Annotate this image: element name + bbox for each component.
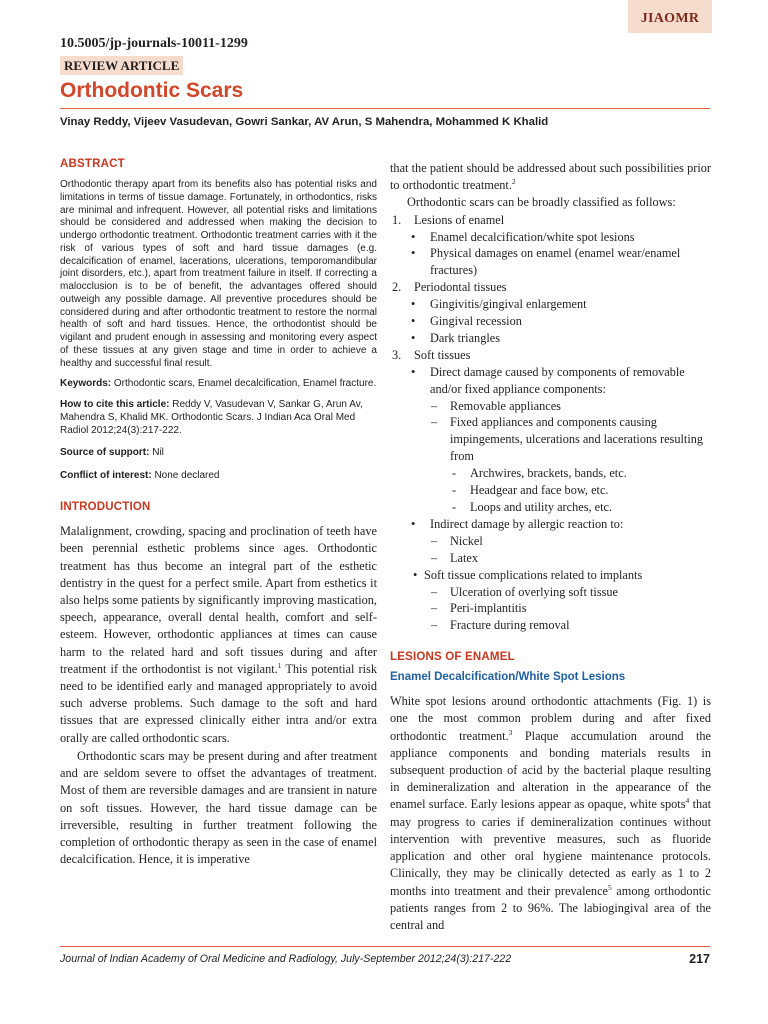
classification-item [390,414,711,465]
introduction-heading: INTRODUCTION [60,501,151,514]
list-item-text: Nickel [450,533,483,548]
list-marker: • [411,330,416,345]
keywords: Keywords: Orthodontic scars, Enamel decalcification, Enamel fracture. [60,378,377,390]
classification-item [390,584,711,601]
classification-item [390,600,711,617]
list-marker: • [411,297,416,312]
list-marker: - [452,466,457,481]
classification-item [390,313,711,330]
list-item-text: Ulceration of overlying soft tissue [450,584,619,599]
classification-item [390,245,711,279]
citation: How to cite this article: Reddy V, Vasudevan V, Sankar G, Arun Av, Mahendra S, Khalid MK. Orthodontic Scars. J Indian Aca Oral Med Radiol 2012;24(3):217-222. [60,399,363,437]
source-of-support: Source of support: Nil [60,447,164,459]
list-marker: – [431,618,438,633]
page-number: 217 [689,952,710,966]
journal-tag: JIAOMR [628,0,712,33]
footer-divider [60,946,710,947]
right-column [390,160,711,934]
introduction-paragraph-4: Orthodontic scars can be broadly classified as follows: [407,195,676,210]
list-marker: – [431,415,438,430]
list-item-text: Removable appliances [450,398,561,413]
list-marker: – [431,398,438,413]
list-marker: - [452,500,457,515]
list-item-text: Archwires, brackets, bands, etc. [470,466,627,481]
classification-item [390,212,711,229]
doi: 10.5005/jp-journals-10011-1299 [60,36,248,51]
classification-item [390,516,711,533]
introduction-paragraph-2: Orthodontic scars may be present during and after treatment and are seldom severe to offset the advantages of treatment. Most of them are reversible damages and are transient in nature on soft tissues. However, the hard tissue damage can be irreversible, resulting in further treatment following the completion of orthodontic therapy as seen in the case of enamel decalcification. Hence, it is imperative [60,748,377,867]
list-marker: 2. [392,280,402,295]
list-item-text: Fracture during removal [450,618,570,633]
list-marker: – [431,533,438,548]
classification-item [390,482,711,499]
list-marker: • [411,246,416,261]
list-item-text: Dark triangles [430,330,500,345]
classification-item [390,364,711,398]
introduction-paragraph-3: that the patient should be addressed about such possibilities prior to orthodontic treatment.$^2$ [390,161,711,193]
lesions-paragraph: White spot lesions around orthodontic attachments (Fig. 1) is one the most common problem during and after fixed orthodontic treatment.$^3$ Plaque accumulation around the appliance components and bonding materials results in subsequent production of acid by the bacterial plaque resulting in demineralization and alteration in the appearance of the enamel surface. Early lesions appear as opaque, white spots$^4$ that may progress to caries if demineralization continues without intervention with preventive measures, such as fluoride application and other oral hygiene maintenance protocols. Clinically, they may be clinically detected as early as 1 to 2 months into treatment and their prevalence$^5$ among orthodontic patients ranges from 2 to 96%. The labiogingival area of the central and [390,694,712,932]
list-item-text: Indirect damage by allergic reaction to: [430,516,624,531]
classification-item [390,499,711,516]
list-marker: • [411,229,416,244]
abstract-text: Orthodontic therapy apart from its benefits also has potential risks and limitations in terms of tissue damage. Fortunately, in orthodontics, risks are minimal and infrequent. However, all potential risks and limitations should be considered and addressed when making the decision to undergo orthodontic treatment. Orthodontic treatment carries with it the risk of various types of soft and hard tissue damages (e.g. decalcification of enamel, lacerations, ulcerations, temporomandibular joint disorders, etc.), apart from treatment failure in itself. If correcting a malocclusion is to be of benefit, the advantages offered should outweigh any possible damage. All preventive procedures should be considered during and after orthodontic treatment to restore the normal health of soft and hard tissues. Hence, the orthodontist should be vigilant and prudent enough in assessing and monitoring every aspect of these tissues at any given stage and time in order to achieve a healthy and successful final result. [60,179,377,369]
list-marker: • [413,567,418,582]
title-divider [60,108,710,109]
authors: Vinay Reddy, Vijeev Vasudevan, Gowri Sankar, AV Arun, S Mahendra, Mohammed K Khalid [60,116,549,128]
list-marker: 1. [392,212,402,227]
left-column [60,158,377,868]
list-marker: – [431,550,438,565]
classification-item [390,347,711,364]
classification-item [390,617,711,634]
list-marker: – [431,584,438,599]
list-item-text: Loops and utility arches, etc. [470,500,613,515]
classification-item [390,567,711,584]
classification-item [390,229,711,246]
list-item-text: Soft tissues [414,347,471,362]
introduction-paragraph-1: Malalignment, crowding, spacing and proclination of teeth have been perennial esthetic problems since ages. Orthodontic treatment has thus become an integral part of the esthetic dentistry in the quest for a perfect smile. Apart from esthetics it also helps some patients by significantly improving mastication, speech, appearance, overall dental health, comfort and self-esteem. However, orthodontic appliances at times can cause harm to the related hard and soft tissues during and after treatment if the orthodontist is not vigilant.$^1$ This potential risk need to be identified early and managed appropriately to avoid such adverse problems. Such damage to the soft and hard tissues that are expressed clinically either intra and/or extra orally are called orthodontic scars. [60,524,377,745]
article-title: Orthodontic Scars [60,79,244,102]
list-marker: • [411,516,416,531]
list-item-text: Soft tissue complications related to implants [424,567,643,582]
classification-list [390,212,711,635]
classification-item [390,279,711,296]
list-marker: • [411,314,416,329]
classification-item [390,550,711,567]
lesions-subheading: Enamel Decalcification/White Spot Lesions [390,671,626,684]
classification-item [390,398,711,415]
list-marker: • [411,364,416,379]
list-item-text: Headgear and face bow, etc. [470,483,609,498]
classification-item [390,296,711,313]
footer-citation: Journal of Indian Academy of Oral Medicine and Radiology, July-September 2012;24(3):217-222 [60,953,512,965]
list-item-text: Periodontal tissues [414,280,507,295]
list-item-text: Direct damage caused by components of removable and/or fixed appliance components: [430,364,685,396]
classification-item [390,533,711,550]
list-marker: - [452,483,457,498]
list-item-text: Lesions of enamel [414,212,505,227]
article-type-badge: REVIEW ARTICLE [60,56,183,75]
list-item-text: Peri-implantitis [450,601,527,616]
list-item-text: Enamel decalcification/white spot lesions [430,229,635,244]
list-item-text: Latex [450,550,478,565]
list-marker: – [431,601,438,616]
lesions-heading: LESIONS OF ENAMEL [390,651,515,664]
abstract-heading: ABSTRACT [60,158,125,170]
list-marker: 3. [392,347,402,362]
classification-item [390,465,711,482]
conflict-of-interest: Conflict of interest: None declared [60,470,220,482]
classification-item [390,330,711,347]
list-item-text: Gingivitis/gingival enlargement [430,297,587,312]
list-item-text: Physical damages on enamel (enamel wear/enamel fractures) [430,246,681,278]
list-item-text: Gingival recession [430,314,522,329]
list-item-text: Fixed appliances and components causing impingements, ulcerations and lacerations resulting from [450,415,704,464]
